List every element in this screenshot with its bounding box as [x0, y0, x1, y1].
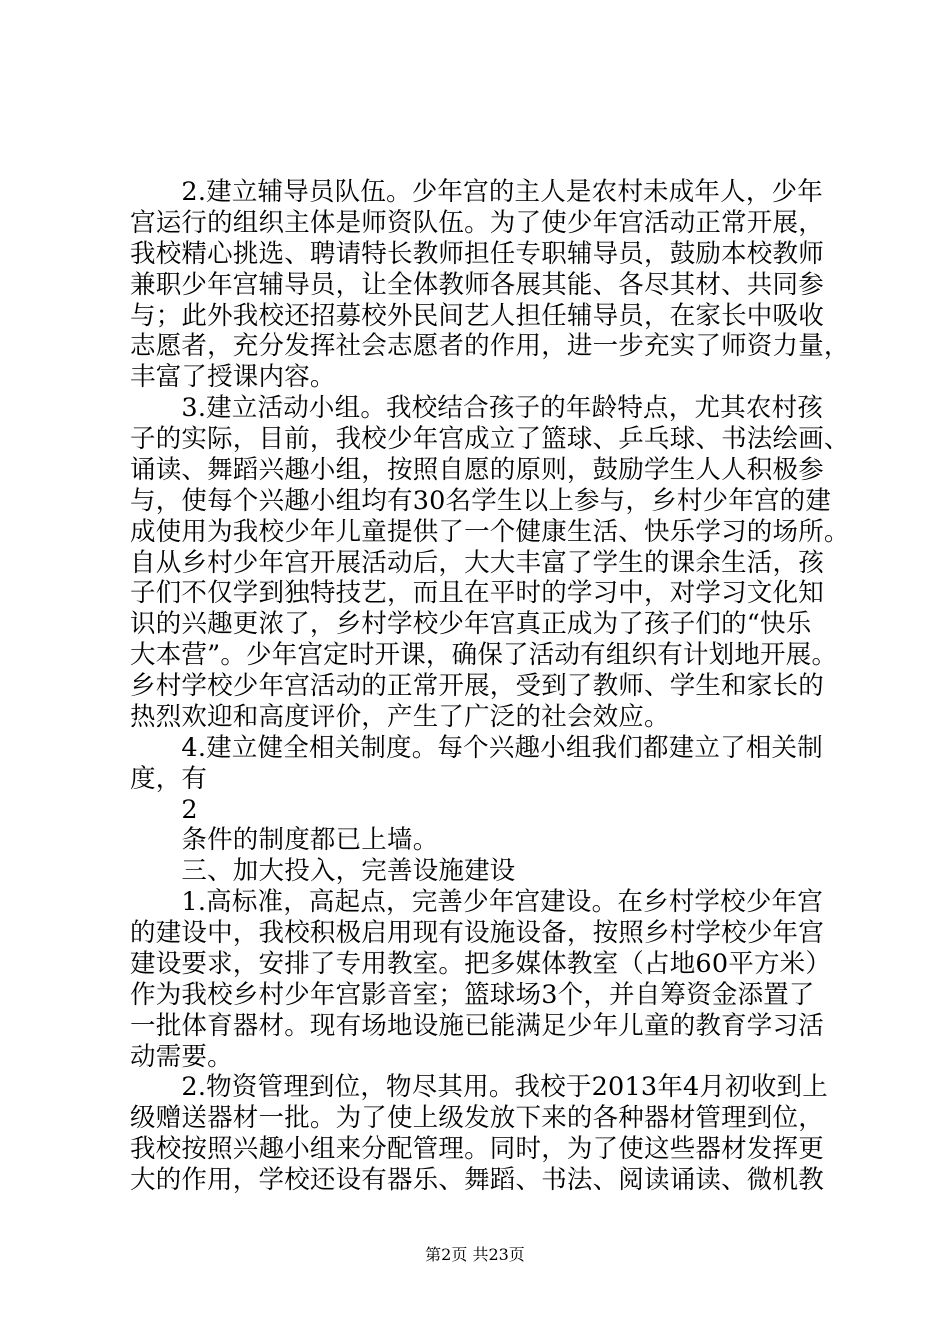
- text-line: 我校精心挑选、聘请特长教师担任专职辅导员，鼓励本校教师: [130, 239, 824, 269]
- text-line: 我校按照兴趣小组来分配管理。同时，为了使这些器材发挥更: [130, 1134, 824, 1164]
- text-line: 自从乡村少年宫开展活动后，大大丰富了学生的课余生活，孩: [130, 548, 824, 578]
- text-line: 乡村学校少年宫活动的正常开展，受到了教师、学生和家长的: [130, 671, 824, 701]
- text-line: 2.物资管理到位，物尽其用。我校于2013年4月初收到上: [130, 1072, 828, 1102]
- text-line: 作为我校乡村少年宫影音室；篮球场3个，并自筹资金添置了: [130, 980, 815, 1010]
- text-line: 大本营”。少年宫定时开课，确保了活动有组织有计划地开展。: [130, 640, 838, 670]
- text-line: 诵读、舞蹈兴趣小组，按照自愿的原则，鼓励学生人人积极参: [130, 455, 824, 485]
- text-line: 热烈欢迎和高度评价，产生了广泛的社会效应。: [130, 702, 670, 732]
- text-line: 动需要。: [130, 1042, 233, 1072]
- text-line: 志愿者，充分发挥社会志愿者的作用，进一步充实了师资力量，: [130, 331, 850, 361]
- page-footer: 第2页 共23页: [425, 1245, 525, 1264]
- text-line: 建设要求，安排了专用教室。把多媒体教室（占地60平方米）: [130, 949, 832, 979]
- text-line: 兼职少年宫辅导员，让全体教师各展其能、各尽其材、共同参: [130, 270, 824, 300]
- text-line: 大的作用，学校还设有器乐、舞蹈、书法、阅读诵读、微机教: [130, 1165, 824, 1195]
- text-line: 2.建立辅导员队伍。少年宫的主人是农村未成年人，少年: [130, 177, 823, 207]
- text-line: 1.高标准，高起点，完善少年宫建设。在乡村学校少年宫: [130, 887, 823, 917]
- text-line: 一批体育器材。现有场地设施已能满足少年儿童的教育学习活: [130, 1011, 824, 1041]
- text-line: 宫运行的组织主体是师资队伍。为了使少年宫活动正常开展，: [130, 208, 824, 238]
- page-number-inline: 2: [130, 795, 198, 825]
- text-line: 与，使每个兴趣小组均有30名学生以上参与，乡村少年宫的建: [130, 486, 832, 516]
- text-line: 级赠送器材一批。为了使上级发放下来的各种器材管理到位，: [130, 1103, 824, 1133]
- text-line: 成使用为我校少年儿童提供了一个健康生活、快乐学习的场所。: [130, 517, 850, 547]
- text-line: 条件的制度都已上墙。: [130, 825, 439, 855]
- text-line: 3.建立活动小组。我校结合孩子的年龄特点，尤其农村孩: [130, 393, 823, 423]
- section-heading: 三、加大投入，完善设施建设: [130, 856, 516, 886]
- text-line: 子的实际，目前，我校少年宫成立了篮球、乒乓球、书法绘画、: [130, 424, 850, 454]
- text-line: 4.建立健全相关制度。每个兴趣小组我们都建立了相关制: [130, 733, 823, 763]
- text-line: 丰富了授课内容。: [130, 362, 336, 392]
- text-line: 度，有: [130, 764, 208, 794]
- text-line: 的建设中，我校积极启用现有设施设备，按照乡村学校少年宫: [130, 918, 824, 948]
- text-line: 子们不仅学到独特技艺，而且在平时的学习中，对学习文化知: [130, 578, 824, 608]
- text-line: 与；此外我校还招募校外民间艺人担任辅导员，在家长中吸收: [130, 301, 824, 331]
- text-line: 识的兴趣更浓了，乡村学校少年宫真正成为了孩子们的“快乐: [130, 609, 812, 639]
